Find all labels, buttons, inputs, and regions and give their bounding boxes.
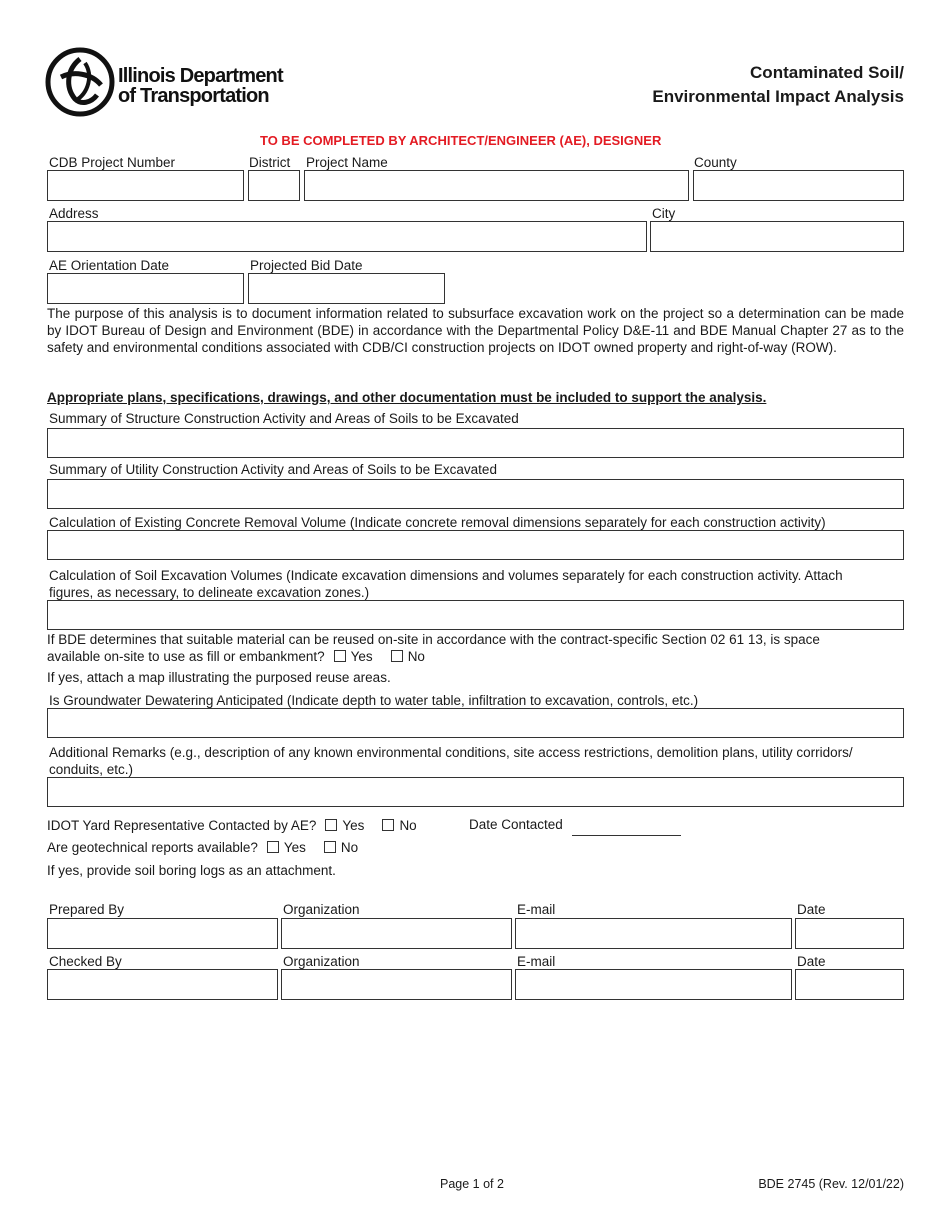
logo-text-line1: Illinois Department — [118, 65, 283, 87]
prepared-by-field[interactable] — [47, 918, 278, 949]
completion-instruction: TO BE COMPLETED BY ARCHITECT/ENGINEER (AE), DESIGNER — [260, 133, 662, 148]
yard-rep-row — [47, 818, 417, 834]
projected-bid-date-label: Projected Bid Date — [250, 258, 363, 273]
remarks-label-line1: Additional Remarks (e.g., description of any known environmental conditions, site access restrictions, demolition plans, utility corridors/ — [49, 745, 853, 760]
checked-organization-field[interactable] — [281, 969, 512, 1000]
reuse-question-line2 — [47, 649, 425, 665]
soil-excavation-field[interactable] — [47, 600, 904, 630]
date-contacted-field[interactable] — [572, 820, 681, 836]
checked-by-label: Checked By — [49, 954, 122, 969]
yard-rep-yes-label: Yes — [342, 818, 365, 833]
district-label: District — [249, 155, 291, 170]
prepared-email-field[interactable] — [515, 918, 792, 949]
checked-email-label: E-mail — [517, 954, 556, 969]
utility-summary-field[interactable] — [47, 479, 904, 509]
prepared-organization-label: Organization — [283, 902, 360, 917]
structure-summary-field[interactable] — [47, 428, 904, 458]
remarks-label-line2: conduits, etc.) — [49, 762, 134, 777]
soil-excavation-label-line1: Calculation of Soil Excavation Volumes (Indicate excavation dimensions and volumes separately for each construction activity. Attach — [49, 568, 843, 583]
form-title-line1: Contaminated Soil/ — [750, 63, 904, 82]
concrete-removal-field[interactable] — [47, 530, 904, 560]
idot-logo-icon — [45, 47, 115, 117]
cdb-project-number-field[interactable] — [47, 170, 244, 201]
address-field[interactable] — [47, 221, 647, 252]
prepared-date-field[interactable] — [795, 918, 904, 949]
soil-excavation-label-line2: figures, as necessary, to delineate excavation zones.) — [49, 585, 370, 600]
reuse-no-checkbox[interactable] — [391, 650, 403, 662]
checked-date-field[interactable] — [795, 969, 904, 1000]
remarks-field[interactable] — [47, 777, 904, 807]
required-documentation-note: Appropriate plans, specifications, drawings, and other documentation must be included to support the analysis. — [47, 390, 767, 405]
reuse-no-label: No — [407, 649, 425, 664]
checked-organization-label: Organization — [283, 954, 360, 969]
groundwater-field[interactable] — [47, 708, 904, 738]
reuse-map-note: If yes, attach a map illustrating the purposed reuse areas. — [47, 670, 391, 685]
form-id: BDE 2745 (Rev. 12/01/22) — [758, 1177, 904, 1191]
reuse-yes-label: Yes — [350, 649, 373, 664]
groundwater-label: Is Groundwater Dewatering Anticipated (Indicate depth to water table, infiltration to excavation, controls, etc.) — [49, 693, 699, 708]
prepared-by-label: Prepared By — [49, 902, 125, 917]
city-label: City — [652, 206, 676, 221]
yard-rep-no-checkbox[interactable] — [382, 819, 394, 831]
logo-text-line2: of Transportation — [118, 85, 269, 107]
boring-logs-note: If yes, provide soil boring logs as an attachment. — [47, 863, 336, 878]
yard-rep-no-label: No — [399, 818, 417, 833]
structure-summary-label: Summary of Structure Construction Activity and Areas of Soils to be Excavated — [49, 411, 519, 426]
date-contacted-label: Date Contacted — [469, 817, 563, 832]
concrete-removal-label: Calculation of Existing Concrete Removal Volume (Indicate concrete removal dimensions separately for each construction activity) — [49, 515, 826, 530]
checked-email-field[interactable] — [515, 969, 792, 1000]
reuse-question-line1: If BDE determines that suitable material can be reused on-site in accordance with the contract-specific Section 02 61 13, is space — [47, 632, 820, 647]
geotech-question: Are geotechnical reports available? — [47, 840, 258, 855]
utility-summary-label: Summary of Utility Construction Activity and Areas of Soils to be Excavated — [49, 462, 497, 477]
prepared-email-label: E-mail — [517, 902, 556, 917]
idot-logo — [45, 47, 115, 117]
checked-by-field[interactable] — [47, 969, 278, 1000]
checked-date-label: Date — [797, 954, 826, 969]
ae-orientation-date-label: AE Orientation Date — [49, 258, 170, 273]
geotech-yes-label: Yes — [283, 840, 306, 855]
yard-rep-yes-checkbox[interactable] — [325, 819, 337, 831]
county-field[interactable] — [693, 170, 904, 201]
form-title-line2: Environmental Impact Analysis — [652, 87, 904, 106]
reuse-question-text: available on-site to use as fill or embankment? — [47, 649, 325, 664]
project-name-label: Project Name — [306, 155, 388, 170]
purpose-paragraph: The purpose of this analysis is to document information related to subsurface excavation work on the project so a determination can be made by IDOT Bureau of Design and Environment (BDE) in accordance with the Departmental Policy D&E-11 and BDE Manual Chapter 27 as to the safety and environmental conditions associated with CDB/CI construction projects on IDOT owned property and right-of-way (ROW). — [47, 306, 904, 355]
page-number: Page 1 of 2 — [440, 1177, 504, 1191]
prepared-organization-field[interactable] — [281, 918, 512, 949]
projected-bid-date-field[interactable] — [248, 273, 445, 304]
yard-rep-question: IDOT Yard Representative Contacted by AE? — [47, 818, 317, 833]
geotech-yes-checkbox[interactable] — [267, 841, 279, 853]
county-label: County — [694, 155, 737, 170]
city-field[interactable] — [650, 221, 904, 252]
cdb-project-number-label: CDB Project Number — [49, 155, 176, 170]
ae-orientation-date-field[interactable] — [47, 273, 244, 304]
prepared-date-label: Date — [797, 902, 826, 917]
district-field[interactable] — [248, 170, 300, 201]
project-name-field[interactable] — [304, 170, 689, 201]
geotech-no-checkbox[interactable] — [324, 841, 336, 853]
geotech-no-label: No — [340, 840, 359, 855]
address-label: Address — [49, 206, 99, 221]
geotech-row — [47, 840, 358, 856]
reuse-yes-checkbox[interactable] — [334, 650, 346, 662]
